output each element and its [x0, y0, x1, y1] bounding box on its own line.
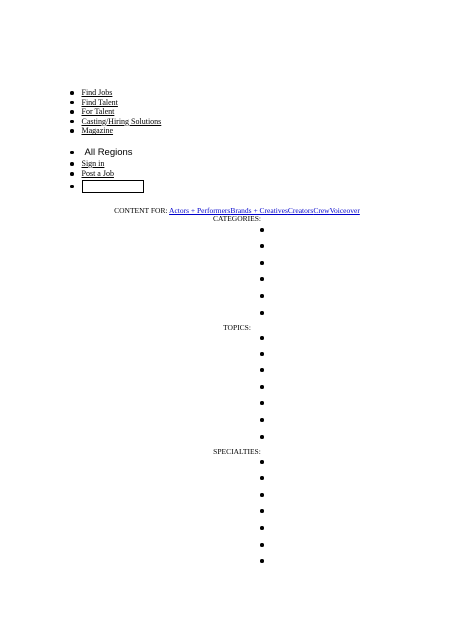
list-item[interactable]: [260, 418, 264, 422]
main-nav: [70, 88, 161, 136]
list-item[interactable]: [260, 401, 264, 405]
topics-heading: TOPICS:: [223, 323, 251, 332]
sign-in-link[interactable]: Sign in: [81, 159, 105, 168]
nav-link[interactable]: For Talent: [81, 107, 115, 117]
list-item[interactable]: [260, 460, 264, 464]
list-item[interactable]: [260, 294, 264, 298]
nav-link[interactable]: Find Talent: [81, 97, 118, 107]
bullet-icon: [70, 91, 74, 95]
bullet-icon: [70, 110, 74, 114]
list-item[interactable]: [260, 509, 264, 513]
nav-item-find-jobs[interactable]: [70, 88, 161, 98]
list-item[interactable]: [260, 493, 264, 497]
sign-in-item[interactable]: [70, 159, 114, 169]
bullet-icon: [70, 101, 74, 105]
bullet-icon: [70, 172, 74, 176]
content-link-creators[interactable]: Creators: [287, 206, 314, 215]
content-for-label: CONTENT FOR:: [114, 206, 168, 215]
list-item[interactable]: [260, 385, 264, 389]
list-item[interactable]: [260, 352, 264, 356]
nav-link[interactable]: Magazine: [81, 126, 114, 136]
region-selector[interactable]: [70, 147, 133, 158]
list-item[interactable]: [260, 526, 264, 530]
nav-link[interactable]: Casting/Hiring Solutions: [81, 116, 162, 126]
list-item[interactable]: [260, 261, 264, 265]
bullet-icon: [70, 129, 74, 133]
bullet-icon: [70, 120, 74, 124]
search-row: [70, 180, 144, 193]
bullet-icon: [70, 162, 74, 166]
list-item[interactable]: [260, 368, 264, 372]
post-job-link[interactable]: Post a Job: [81, 169, 114, 178]
bullet-icon: [70, 151, 74, 155]
bullet-icon: [70, 185, 74, 189]
content-link-voiceover[interactable]: Voiceover: [329, 206, 360, 215]
list-item[interactable]: [260, 311, 264, 315]
region-label[interactable]: All Regions: [84, 147, 133, 158]
list-item[interactable]: [260, 543, 264, 547]
list-item[interactable]: [260, 228, 264, 232]
nav-link[interactable]: Find Jobs: [81, 88, 113, 97]
account-nav: [70, 159, 114, 179]
nav-item-casting[interactable]: [70, 117, 161, 127]
list-item[interactable]: [260, 476, 264, 480]
content-link-crew[interactable]: Crew: [313, 206, 330, 215]
list-item[interactable]: [260, 277, 264, 281]
nav-item-find-talent[interactable]: [70, 98, 161, 108]
list-item[interactable]: [260, 559, 264, 563]
list-item[interactable]: [260, 435, 264, 439]
specialties-heading: SPECIALTIES:: [213, 447, 261, 456]
categories-heading: CATEGORIES:: [213, 214, 261, 223]
content-link-brands[interactable]: Brands + Creatives: [230, 206, 288, 215]
post-job-item[interactable]: [70, 169, 114, 179]
nav-item-for-talent[interactable]: [70, 107, 161, 117]
content-link-actors[interactable]: Actors + Performers: [169, 206, 231, 215]
list-item[interactable]: [260, 336, 264, 340]
nav-item-magazine[interactable]: [70, 126, 161, 136]
list-item[interactable]: [260, 244, 264, 248]
search-input[interactable]: [82, 180, 144, 193]
